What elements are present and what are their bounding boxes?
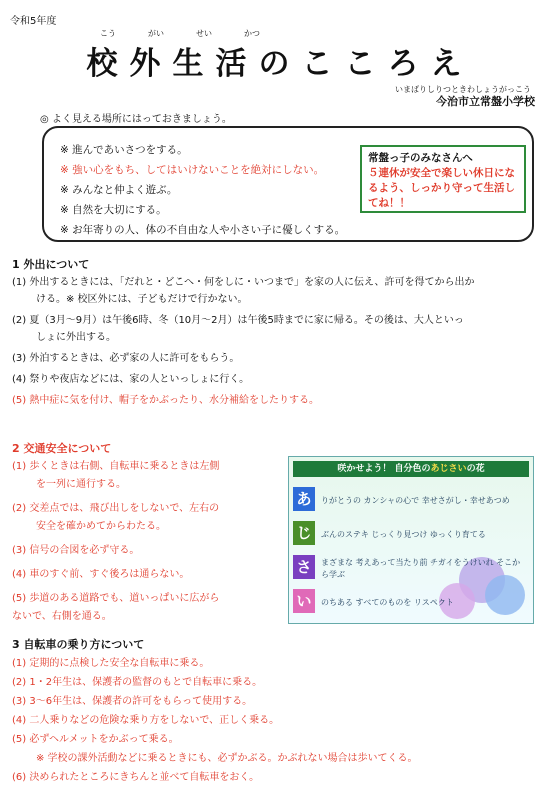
school-name: 今治市立常盤小学校	[436, 95, 535, 108]
list-item: (2) 1・2年生は、保護者の監督のもとで自転車に乗る。	[12, 677, 263, 688]
rule-item: ※ 進んであいさつをする。	[60, 144, 188, 156]
list-item: (2) 交差点では、飛び出しをしないで、左右の	[12, 503, 220, 514]
list-item: (3) 3〜6年生は、保護者の許可をもらって使用する。	[12, 696, 253, 707]
list-item-cont: 安全を確かめてからわたる。	[36, 521, 166, 532]
list-item: (5) 必ずヘルメットをかぶって乗る。	[12, 734, 179, 745]
list-item: (2) 夏（3月〜9月）は午後6時、冬（10月〜2月）は午後5時までに家に帰る。その後は、大人といっ	[12, 315, 464, 326]
posting-notice: ◎ よく見える場所にはっておきましょう。	[40, 114, 232, 125]
chip-text: りがとうの カンシャの心で 幸せさがし・幸せあつめ	[321, 496, 510, 505]
list-item: (6) 決められたところにきちんと並べて自転車をおく。	[12, 772, 260, 783]
title-ruby: こう がい せい かつ	[100, 29, 260, 38]
section-3-list	[12, 654, 418, 787]
list-item-cont: ないで、右側を通る。	[12, 611, 112, 622]
message-box	[360, 145, 526, 213]
section-1-list	[12, 274, 475, 409]
list-item-note: ※ 学校の課外活動などに乗るときにも、必ずかぶる。かぶれない場合は歩いてくる。	[36, 753, 418, 764]
list-item: (3) 外泊するときは、必ず家の人に許可をもらう。	[12, 353, 240, 364]
list-item: (5) 熱中症に気を付け、帽子をかぶったり、水分補給をしたりする。	[12, 395, 319, 406]
list-item: (1) 定期的に点検した安全な自転車に乗る。	[12, 658, 210, 669]
section-3-title: 3 自転車の乗り方について	[12, 638, 145, 651]
chip-i: い	[293, 589, 315, 613]
list-item: (4) 二人乗りなどの危険な乗り方をしないで、正しく乗る。	[12, 715, 280, 726]
list-item-cont: しょに外出する。	[36, 332, 116, 343]
rules-list	[60, 140, 345, 240]
chip-sa: さ	[293, 555, 315, 579]
chip-ji: じ	[293, 521, 315, 545]
list-item: (1) 外出するときには、「だれと・どこへ・何をしに・いつまで」を家の人に伝え、許可を得てから出か	[12, 277, 475, 288]
list-item: (1) 歩くときは右側、自転車に乗るときは左側	[12, 461, 220, 472]
rule-item: ※ みんなと仲よく遊ぶ。	[60, 184, 178, 196]
rule-item: ※ お年寄りの人、体の不自由な人や小さい子に優しくする。	[60, 224, 346, 236]
page-title: 校外生活のこころえ	[86, 46, 474, 82]
section-2-title: 2 交通安全について	[12, 442, 112, 455]
list-item: (3) 信号の合図を必ず守る。	[12, 545, 140, 556]
chip-text: まざまな 考えあって当たり前 チガイをうけいれ そこから学ぶ	[321, 558, 521, 579]
hydrangea-flower	[485, 575, 525, 615]
message-body: ５連休が安全で楽しい休日になるよう、しっかり守って生活してね！！	[368, 167, 515, 209]
list-item: (4) 祭りや夜店などには、家の人といっしょに行く。	[12, 374, 250, 385]
message-heading: 常盤っ子のみなさんへ	[368, 152, 473, 164]
rule-item: ※ 自然を大切にする。	[60, 204, 167, 216]
fiscal-year: 令和5年度	[10, 16, 57, 27]
list-item-cont: を一列に通行する。	[36, 479, 126, 490]
list-item: (5) 歩道のある道路でも、道いっぱいに広がら	[12, 593, 220, 604]
rule-item: ※ 強い心をもち、してはいけないことを絶対にしない。	[60, 164, 325, 176]
list-item: (4) 車のすぐ前、すぐ後ろは通らない。	[12, 569, 190, 580]
section-1-title: 1 外出について	[12, 258, 90, 271]
chip-a: あ	[293, 487, 315, 511]
chip-text: ぶんのステキ じっくり見つけ ゆっくり育てる	[321, 530, 486, 539]
section-2-list	[12, 458, 219, 626]
chip-text: のちある すべてのものを リスペクト	[321, 598, 454, 607]
list-item-cont: ける。※ 校区外には、子どもだけで行かない。	[36, 294, 248, 305]
school-ruby: いまばりしりつときわしょうがっこう	[395, 85, 531, 94]
hydrangea-panel	[288, 456, 534, 624]
panel-heading: 咲かせよう！ 自分色のあじさいの花	[293, 461, 529, 477]
